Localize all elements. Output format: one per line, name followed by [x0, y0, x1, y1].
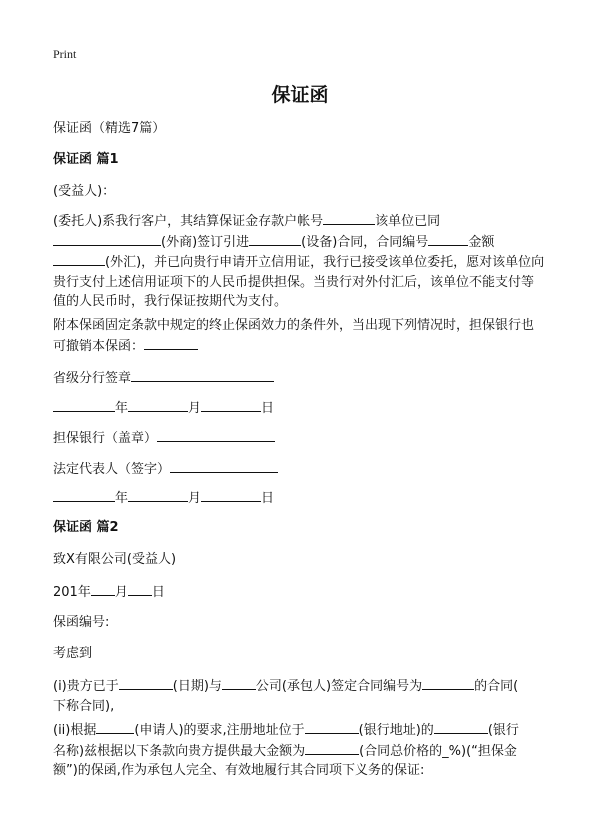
section1-paragraph2 [53, 316, 546, 356]
text: (ii)根据 [53, 723, 97, 738]
text: 公司(承包人)签定合同编号为 [255, 679, 423, 694]
label: 省级分行签章 [53, 371, 132, 386]
blank-field [422, 676, 474, 690]
section1-paragraph1 [53, 211, 546, 312]
text: (外商)签订引进 [161, 234, 250, 250]
text: (委托人)系我行客户，其结算保证金存款户帐号 [53, 214, 324, 229]
text: 附本保函固定条款中规定的终止保函效力的条件外，当出现下列情况时，担保银行也可撤销本保函： [53, 318, 535, 354]
blank-field [249, 232, 301, 246]
blank-field [53, 252, 105, 266]
blank-field [119, 676, 173, 690]
blank-field [53, 488, 115, 502]
blank-field [144, 336, 198, 350]
guarantor-seal-line [53, 428, 275, 448]
label: 法定代表人（签字） [53, 462, 171, 477]
blank-field [53, 232, 161, 246]
day-label: 日 [151, 585, 165, 600]
blank-field [157, 428, 275, 442]
blank-field [53, 398, 115, 412]
text: (日期)与 [172, 679, 222, 694]
section2-date-line [53, 582, 165, 602]
blank-field [201, 488, 261, 502]
clause-i [53, 676, 546, 716]
text: 下称合同), [53, 698, 115, 714]
date-prefix: 201 [53, 585, 78, 600]
blank-field [323, 211, 375, 225]
month-label: 月 [188, 491, 202, 506]
blank-field [201, 398, 261, 412]
text: (银行地址)的 [358, 723, 434, 738]
month-label: 月 [114, 585, 128, 600]
sign-branch-line [53, 368, 274, 388]
date-line-1 [53, 398, 274, 418]
text: 名称)兹根据以下条款向贵方提供最大金额为 [53, 743, 306, 759]
legal-rep-line [53, 459, 278, 479]
day-label: 日 [261, 401, 275, 416]
text: (设备)合同，合同编号 [301, 234, 429, 250]
text: (外汇)，并已向贵行申请开立信用证，我行已接受该单位委托，愿对该单位向贵行支付上述信用证项下的人民币提供担保。当贵行对外付汇后，该单位不能支付等值的人民币时，我行保证按期代为支付。 [53, 255, 545, 309]
month-label: 月 [188, 401, 202, 416]
label: 担保银行（盖章） [53, 431, 158, 446]
blank-field [305, 720, 359, 734]
text: (合同总价格的_%)(“担保金 [359, 743, 517, 759]
page-title: 保证函 [271, 84, 329, 106]
year-label: 年 [115, 491, 129, 506]
section1-heading: 保证函 篇1 [53, 152, 119, 167]
text: (i)贵方已于 [53, 679, 119, 694]
blank-field [305, 741, 359, 755]
text: 的合同( [474, 679, 519, 694]
blank-field [428, 232, 468, 246]
blank-field [128, 398, 188, 412]
blank-field [222, 676, 256, 690]
section1-addressee: (受益人)： [53, 184, 116, 199]
text: 金额 [468, 234, 495, 250]
blank-field [170, 459, 278, 473]
document-subtitle: 保证函（精选7篇） [53, 121, 166, 136]
section2-heading: 保证函 篇2 [53, 520, 119, 535]
day-label: 日 [261, 491, 275, 506]
text: 该单位已同 [375, 214, 441, 229]
date-line-2 [53, 488, 274, 508]
considering: 考虑到 [53, 646, 93, 661]
blank-field [128, 582, 152, 596]
text: (银行 [487, 723, 519, 738]
letter-number: 保函编号: [53, 615, 110, 630]
blank-field [131, 368, 274, 382]
text: 额”)的保函,作为承包人完全、有效地履行其合同项下义务的保证: [53, 763, 425, 778]
clause-ii [53, 720, 546, 781]
blank-field [128, 488, 188, 502]
section2-to: 致X有限公司(受益人) [53, 552, 177, 567]
blank-field [96, 720, 134, 734]
print-label: Print [53, 47, 77, 61]
year-label: 年 [115, 401, 129, 416]
year-label: 年 [77, 585, 91, 600]
blank-field [91, 582, 115, 596]
text: (申请人)的要求,注册地址位于 [134, 723, 305, 738]
blank-field [434, 720, 488, 734]
